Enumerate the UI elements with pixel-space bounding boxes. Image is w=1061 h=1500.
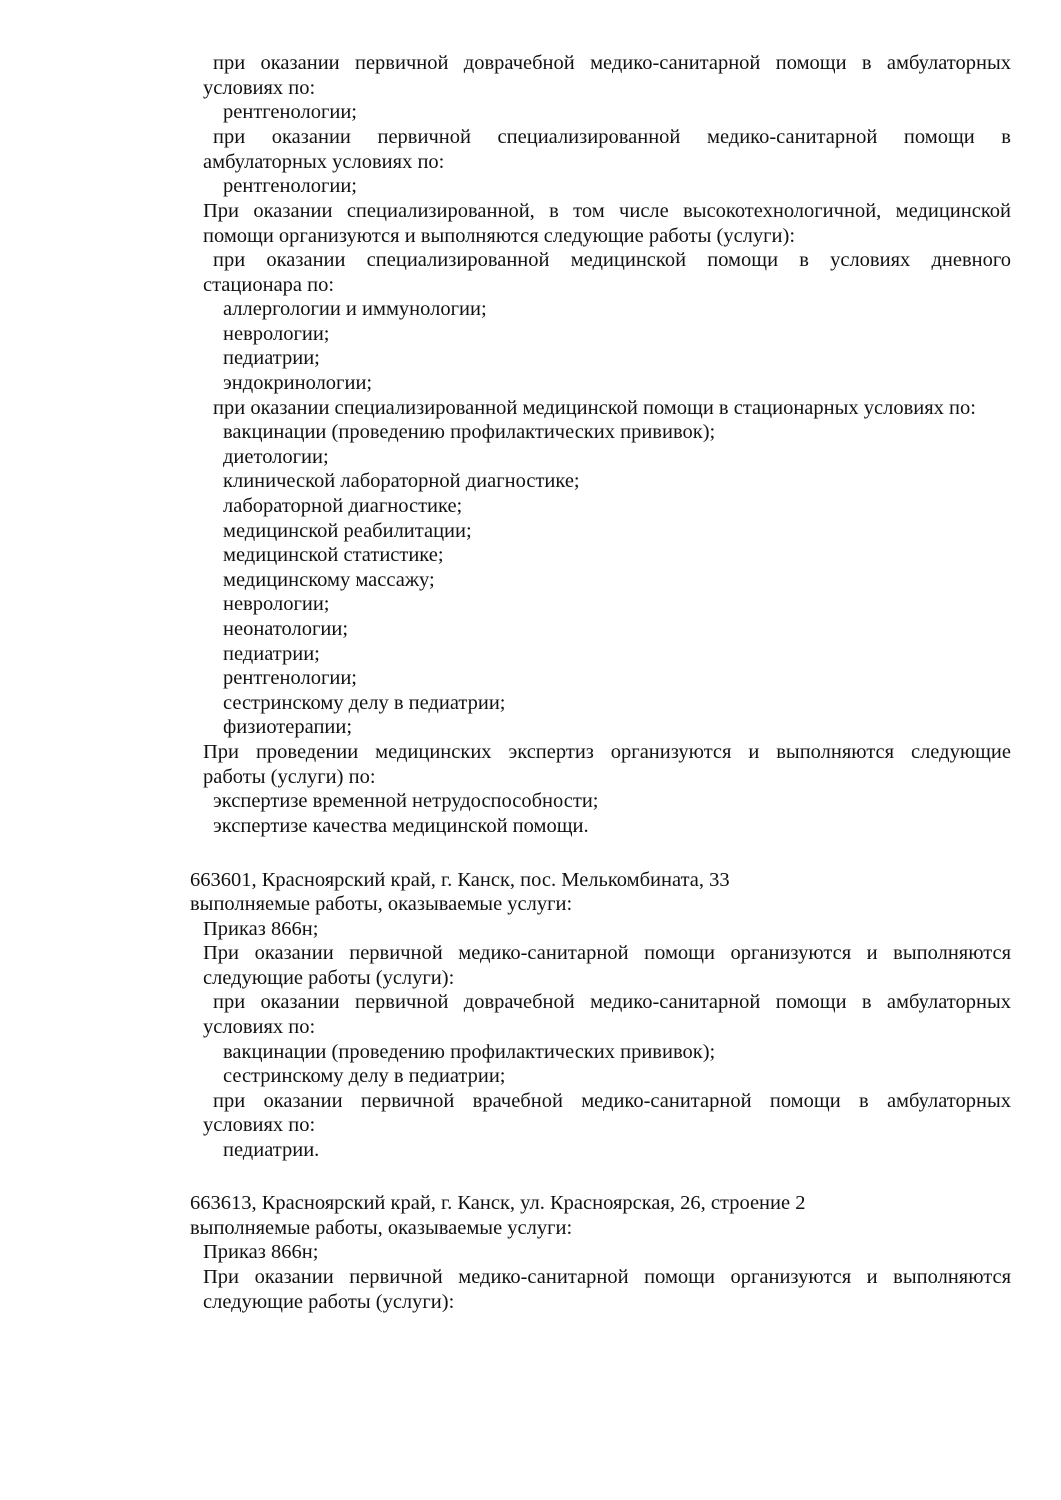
list-item: лабораторной диагностике; — [223, 495, 463, 517]
list-item: клинической лабораторной диагностике; — [223, 470, 580, 492]
text-line: При оказании первичной медико-санитарной помощи организуются и выполняются — [203, 1266, 1011, 1288]
text-line: выполняемые работы, оказываемые услуги: — [190, 1217, 573, 1239]
list-item: неврологии; — [223, 593, 330, 615]
text-line: выполняемые работы, оказываемые услуги: — [190, 893, 573, 915]
text-line: следующие работы (услуги): — [203, 1291, 455, 1313]
text-line: рентгенологии; — [223, 175, 357, 197]
list-item: педиатрии. — [223, 1139, 320, 1161]
list-item: диетологии; — [223, 446, 329, 468]
list-item: сестринскому делу в педиатрии; — [223, 1065, 506, 1087]
text-line: помощи организуются и выполняются следующие работы (услуги): — [203, 225, 796, 247]
text-line: рентгенологии; — [223, 101, 357, 123]
list-item: физиотерапии; — [223, 716, 353, 738]
text-line: при оказании первичной доврачебной медико-санитарной помощи в амбулаторных — [213, 52, 1011, 74]
list-item: эндокринологии; — [223, 372, 373, 394]
text-line: при оказании первичной врачебной медико-санитарной помощи в амбулаторных — [213, 1090, 1011, 1112]
list-item: медицинской статистике; — [223, 544, 444, 566]
text-line: при оказании специализированной медицинской помощи в стационарных условиях по: — [213, 397, 976, 419]
text-line: Приказ 866н; — [203, 918, 319, 940]
text-line: условиях по: — [203, 1016, 316, 1038]
text-line: работы (услуги) по: — [203, 766, 376, 788]
text-line: условиях по: — [203, 77, 316, 99]
text-line: при оказании специализированной медицинской помощи в условиях дневного — [213, 249, 1011, 271]
list-item: экспертизе временной нетрудоспособности; — [213, 790, 599, 812]
list-item: рентгенологии; — [223, 667, 357, 689]
text-line: стационара по: — [203, 274, 335, 296]
text-line: следующие работы (услуги): — [203, 967, 455, 989]
text-line: Приказ 866н; — [203, 1241, 319, 1263]
text-line: при оказании первичной специализированной медико-санитарной помощи в — [213, 126, 1011, 148]
text-line: амбулаторных условиях по: — [203, 151, 445, 173]
text-line: условиях по: — [203, 1114, 316, 1136]
list-item: вакцинации (проведению профилактических прививок); — [223, 421, 716, 443]
address-heading: 663601, Красноярский край, г. Канск, пос. Мелькомбината, 33 — [190, 869, 730, 891]
text-line: При оказании специализированной, в том числе высокотехнологичной, медицинской — [203, 200, 1011, 222]
list-item: сестринскому делу в педиатрии; — [223, 692, 506, 714]
list-item: неонатологии; — [223, 618, 349, 640]
list-item: педиатрии; — [223, 643, 320, 665]
text-line: При оказании первичной медико-санитарной помощи организуются и выполняются — [203, 942, 1011, 964]
list-item: вакцинации (проведению профилактических прививок); — [223, 1041, 716, 1063]
list-item: экспертизе качества медицинской помощи. — [213, 815, 589, 837]
list-item: аллергологии и иммунологии; — [223, 298, 487, 320]
list-item: медицинской реабилитации; — [223, 520, 472, 542]
text-line: При проведении медицинских экспертиз организуются и выполняются следующие — [203, 741, 1011, 763]
list-item: медицинскому массажу; — [223, 569, 435, 591]
address-heading: 663613, Красноярский край, г. Канск, ул. Красноярская, 26, строение 2 — [190, 1192, 806, 1214]
list-item: неврологии; — [223, 323, 330, 345]
text-line: при оказании первичной доврачебной медико-санитарной помощи в амбулаторных — [213, 991, 1011, 1013]
list-item: педиатрии; — [223, 347, 320, 369]
